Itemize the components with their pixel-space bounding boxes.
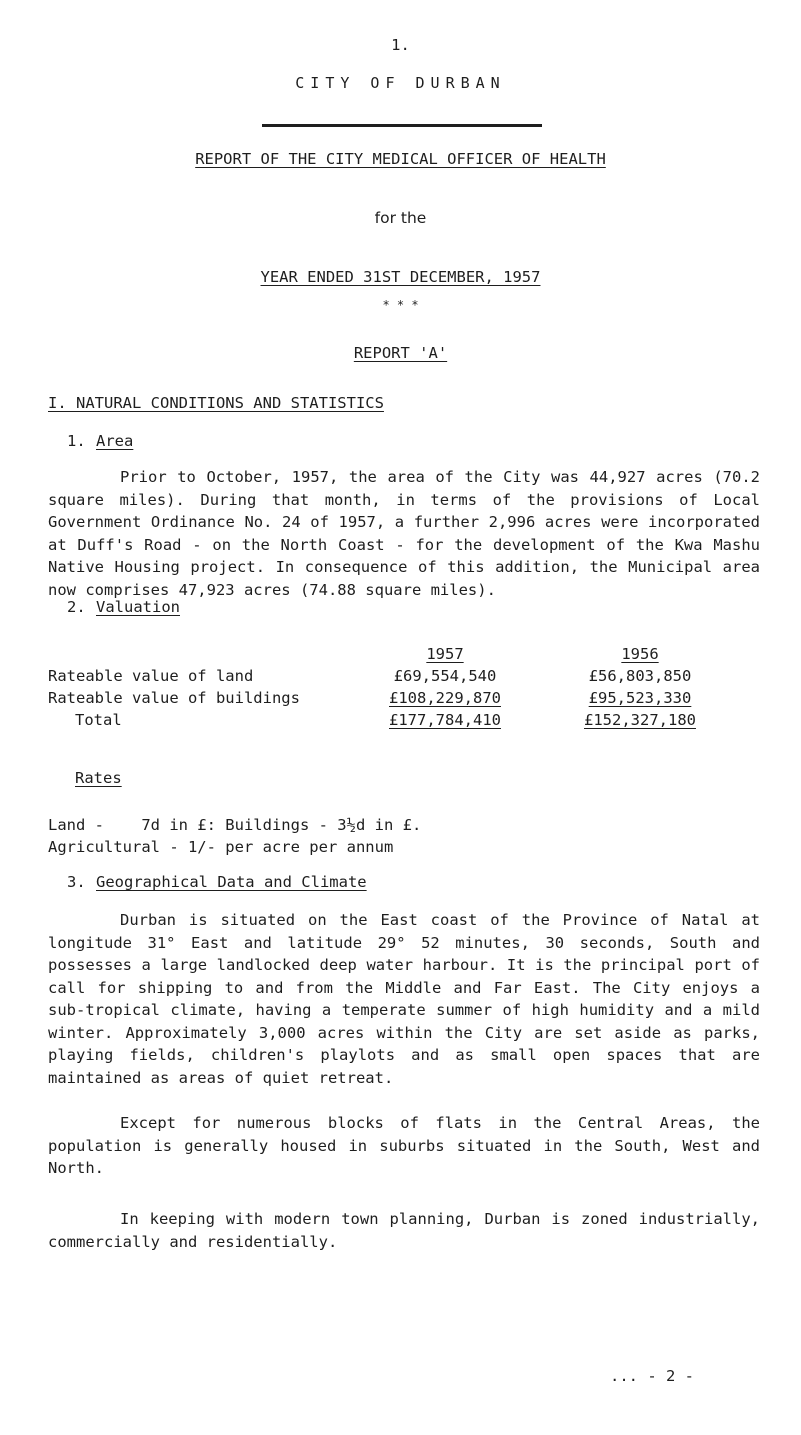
section-heading: I. NATURAL CONDITIONS AND STATISTICS (48, 394, 384, 412)
title-rule (262, 124, 542, 127)
row-buildings-1956: £95,523,330 (588, 689, 692, 707)
area-heading: Area (96, 432, 134, 450)
geo-paragraph-2: Except for numerous blocks of flats in the Central Areas, the population is generally housed in suburbs situated in the South, West and North. (48, 1114, 760, 1177)
row-total-1957: £177,784,410 (389, 711, 501, 729)
area-paragraph: Prior to October, 1957, the area of the City was 44,927 acres (70.2 square miles). During that month, in terms of the provisions of Local Government Ordinance No. 24 of 1957, a further 2,996 acres were incorporated at Duff's Road - on the North Coast - for the development of the Kwa Mashu Native Housing project. In consequence of this addition, the Municipal area now comprises 47,923 acres (74.88 square miles). (48, 468, 760, 599)
geo-paragraph-1: Durban is situated on the East coast of the Province of Natal at longitude 31° East and latitude 29° 52 minutes, 30 seconds, South and possesses a large landlocked deep water harbour. It is the principal port of call for shipping to and from the Middle and Far East. The City enjoys a sub-tropical climate, having a temperate summer of high humidity and a mild winter. Approximately 3,000 acres within the City are set aside as parks, playing fields, children's playlots and as small open spaces that are maintained as areas of quiet retreat. (48, 911, 760, 1087)
geo-paragraph-3: In keeping with modern town planning, Durban is zoned industrially, commercially and residentially. (48, 1210, 760, 1251)
area-heading-number: 1. (67, 432, 86, 450)
row-land-label: Rateable value of land (48, 667, 254, 685)
report-heading: REPORT OF THE CITY MEDICAL OFFICER OF HEALTH (195, 150, 606, 168)
valuation-heading: Valuation (96, 598, 180, 616)
geo-heading-number: 3. (67, 873, 86, 891)
row-total-label: Total (75, 711, 122, 729)
rates-heading: Rates (75, 769, 122, 787)
geo-heading: Geographical Data and Climate (96, 873, 367, 891)
row-land-1956: £56,803,850 (588, 667, 692, 685)
document-title: CITY OF DURBAN (295, 74, 506, 92)
page-number: 1. (391, 36, 410, 54)
column-1956: 1956 (621, 645, 659, 663)
row-buildings-label: Rateable value of buildings (48, 689, 300, 707)
report-a-heading: REPORT 'A' (353, 344, 448, 362)
row-land-1957: £69,554,540 (393, 667, 497, 685)
page-continuation: ... - 2 - (610, 1367, 694, 1385)
year-heading: YEAR ENDED 31ST DECEMBER, 1957 (260, 268, 541, 286)
rates-line-2: Agricultural - 1/- per acre per annum (48, 838, 394, 856)
column-1957: 1957 (426, 645, 464, 663)
stars-divider: * * * (382, 298, 419, 312)
valuation-heading-number: 2. (67, 598, 86, 616)
row-buildings-1957: £108,229,870 (389, 689, 501, 707)
row-total-1956: £152,327,180 (584, 711, 696, 729)
for-the-text: for the (374, 209, 427, 227)
rates-line-1: Land - 7d in £: Buildings - 3½d in £. (48, 816, 422, 834)
